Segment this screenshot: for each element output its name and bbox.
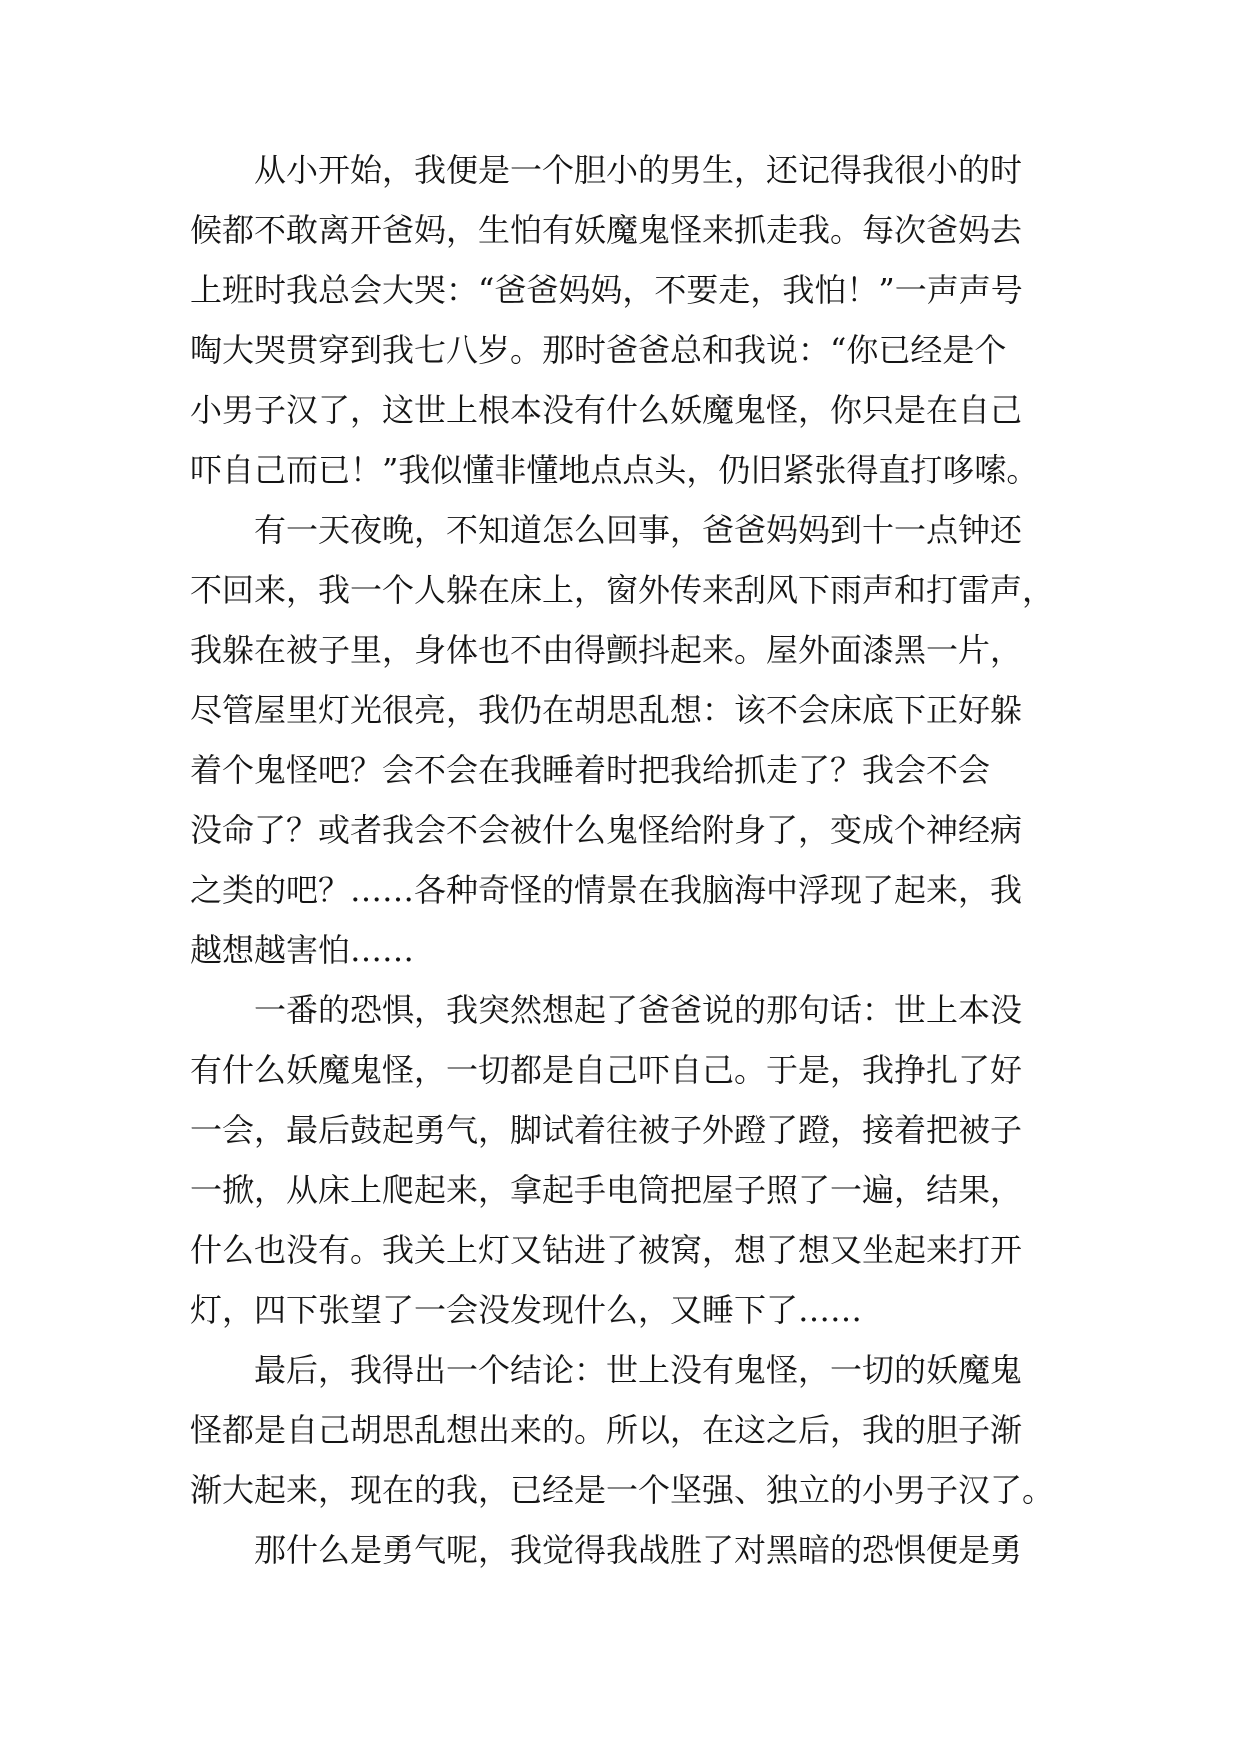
paragraph-line: 有一天夜晚，不知道怎么回事，爸爸妈妈到十一点钟还 [254, 511, 1023, 549]
paragraph-line: 不回来，我一个人躲在床上，窗外传来刮风下雨声和打雷声， [190, 571, 1055, 609]
paragraph-line: 尽管屋里灯光很亮，我仍在胡思乱想：该不会床底下正好躲 [190, 691, 1023, 729]
paragraph-line: 小男子汉了，这世上根本没有什么妖魔鬼怪，你只是在自己 [190, 391, 1023, 429]
paragraph-line: 什么也没有。我关上灯又钻进了被窝，想了想又坐起来打开 [190, 1231, 1023, 1269]
essay-body [190, 140, 1070, 1580]
paragraph-line: 一掀，从床上爬起来，拿起手电筒把屋子照了一遍，结果， [190, 1171, 1023, 1209]
paragraph-line: 上班时我总会大哭：“爸爸妈妈，不要走，我怕！”一声声号 [190, 271, 1023, 309]
paragraph-line: 之类的吧？……各种奇怪的情景在我脑海中浮现了起来，我 [190, 871, 1023, 909]
paragraph-line: 一会，最后鼓起勇气，脚试着往被子外蹬了蹬，接着把被子 [190, 1111, 1023, 1149]
paragraph-line: 渐大起来，现在的我，已经是一个坚强、独立的小男子汉了。 [190, 1471, 1055, 1509]
paragraph-line: 越想越害怕…… [190, 931, 415, 969]
paragraph-line: 有什么妖魔鬼怪，一切都是自己吓自己。于是，我挣扎了好 [190, 1051, 1023, 1089]
paragraph-line: 怪都是自己胡思乱想出来的。所以，在这之后，我的胆子渐 [190, 1411, 1023, 1449]
paragraph-line: 候都不敢离开爸妈，生怕有妖魔鬼怪来抓走我。每次爸妈去 [190, 211, 1023, 249]
paragraph-line: 从小开始，我便是一个胆小的男生，还记得我很小的时 [254, 151, 1023, 189]
paragraph-line: 着个鬼怪吧？会不会在我睡着时把我给抓走了？我会不会 [190, 751, 991, 789]
paragraph-line: 没命了？或者我会不会被什么鬼怪给附身了，变成个神经病 [190, 811, 1023, 849]
paragraph-line: 我躲在被子里，身体也不由得颤抖起来。屋外面漆黑一片， [190, 631, 1023, 669]
paragraph-line: 灯，四下张望了一会没发现什么，又睡下了…… [190, 1291, 863, 1329]
paragraph-line: 那什么是勇气呢，我觉得我战胜了对黑暗的恐惧便是勇 [254, 1531, 1023, 1569]
paragraph-line: 吓自己而已！”我似懂非懂地点点头，仍旧紧张得直打哆嗦。 [190, 451, 1039, 489]
paragraph-line: 一番的恐惧，我突然想起了爸爸说的那句话：世上本没 [254, 991, 1023, 1029]
paragraph-line: 最后，我得出一个结论：世上没有鬼怪，一切的妖魔鬼 [254, 1351, 1023, 1389]
paragraph-line: 啕大哭贯穿到我七八岁。那时爸爸总和我说：“你已经是个 [190, 331, 1007, 369]
